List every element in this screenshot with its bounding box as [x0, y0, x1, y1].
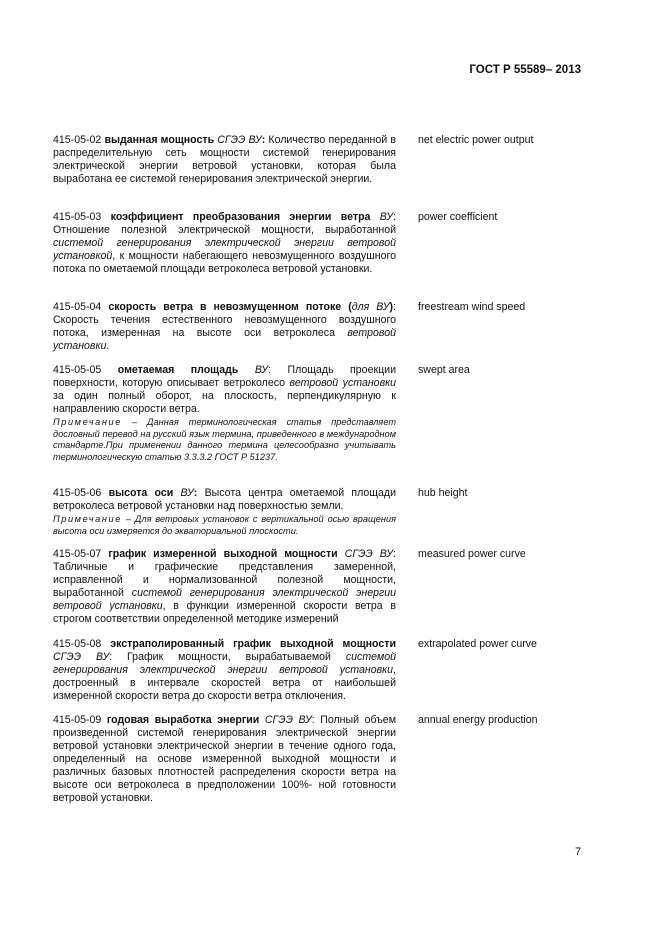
text-segment: за один полный оборот, на плоскость, перпендикулярную к направлению скорости ветра. [53, 390, 396, 415]
text-segment: для ВУ [351, 301, 390, 313]
note-label: Примечание [53, 514, 122, 524]
text-segment: : Отношение полезной электрической мощности, выработанной [53, 211, 396, 236]
english-term: measured power curve [418, 548, 526, 560]
text-segment: 415-05-08 [53, 638, 111, 650]
text-segment: 415-05-07 [53, 548, 109, 560]
text-segment: : Площадь проекции поверхности, которую описывает ветроколесо [53, 364, 397, 389]
text-segment: : График мощности, вырабатываемой [109, 651, 346, 663]
term-entry [53, 364, 396, 463]
term-definition [53, 364, 396, 416]
text-segment: : Полный объем произведенной системой генерирования электрической энергии ветровой установки электрической энергии в течение одного года, определенный на основе измеренной выходной мощности и различных базовых плотностей распределения скорости ветра на высоте оси ветроколеса в предположении 100%- ной готовности ветровой установки. [53, 714, 396, 804]
term-definition [53, 548, 396, 626]
text-segment: 415-05-02 [53, 134, 105, 146]
text-segment: системой генерирования электрической энергии ветровой установки [53, 587, 396, 612]
term-entry [53, 211, 396, 276]
text-segment: : [193, 487, 198, 499]
text-segment: ВУ [370, 211, 394, 223]
text-segment: СГЭЭ ВУ [259, 714, 312, 726]
text-segment: коэффициент преобразования энергии ветра [110, 211, 371, 223]
term-entry [53, 134, 396, 186]
text-segment: ВУ [173, 487, 194, 499]
text-segment: системой генерирования электрической энергии ветровой установки [53, 651, 396, 676]
english-term: freestream wind speed [418, 301, 526, 313]
text-segment: 415-05-09 [53, 714, 107, 726]
note-text: – Для ветровых установок с вертикальной осью вращения высота оси измеряется до экваториальной плоскости. [53, 514, 396, 536]
text-segment: график измеренной выходной мощности [108, 548, 338, 560]
text-segment: СГЭЭ ВУ [214, 134, 262, 146]
text-segment: высота оси [108, 487, 174, 499]
text-segment: Количество переданной в распределительную сеть мощности системой генерирования электрической энергии ветровой установки, которая была выработана ее системой генерирования электрической энергии. [53, 134, 396, 185]
text-segment: Высота центра ометаемой площади ветроколеса ветровой установки над поверхностью земли. [53, 487, 396, 512]
text-segment: 415-05-06 [53, 487, 109, 499]
note-label: Примечание [53, 417, 122, 427]
term-note [53, 417, 396, 463]
term-definition [53, 638, 396, 703]
text-segment: ветровой установки. [53, 327, 396, 352]
term-entry [53, 548, 396, 626]
term-definition [53, 487, 396, 513]
text-segment: СГЭЭ ВУ [337, 548, 394, 560]
text-segment: 415-05-04 [53, 301, 109, 313]
document-code: ГОСТ Р 55589– 2013 [469, 64, 581, 76]
english-term: extrapolated power curve [418, 638, 537, 650]
english-term: annual energy production [418, 714, 538, 726]
english-term: net electric power output [418, 134, 534, 146]
term-definition [53, 134, 396, 186]
english-term: power coefficient [418, 211, 498, 223]
term-entry [53, 301, 396, 353]
text-segment: скорость ветра в невозмущенном потоке ( [108, 301, 352, 313]
term-definition [53, 714, 396, 805]
term-definition [53, 301, 396, 353]
text-segment: : Скорость течения естественного невозмущенного воздушного потока, измеренная на высоте оси ветроколеса [53, 301, 396, 339]
text-segment: : Табличные и графические представления замеренной, исправленной и нормализованной полезной мощности, выработанной [53, 548, 396, 599]
text-segment: ) [389, 301, 394, 313]
text-segment: годовая выработка энергии [106, 714, 260, 726]
text-segment: ветровой установки [289, 377, 396, 389]
term-entry [53, 638, 396, 703]
text-segment: : [261, 134, 266, 146]
text-segment: системой генерирования электрической энергии ветровой установкой [53, 237, 396, 262]
page-number: 7 [575, 846, 582, 858]
english-term: hub height [418, 487, 468, 499]
text-segment: СГЭЭ ВУ [53, 651, 110, 663]
text-segment: , в функции измеренной скорости ветра в строгом соответствии определенной методике измерений [53, 600, 396, 625]
text-segment: ометаемая площадь [117, 364, 239, 376]
text-segment: , к мощности набегающего невозмущенного воздушного потока по ометаемой площади ветроколеса ветровой установки. [53, 250, 396, 275]
term-entry [53, 487, 396, 537]
term-note [53, 514, 396, 537]
english-term: swept area [418, 364, 470, 376]
text-segment: ВУ [238, 364, 269, 376]
text-segment: экстраполированный график выходной мощности [110, 638, 396, 650]
text-segment: 415-05-03 [53, 211, 111, 223]
note-text: – Данная терминологическая статья представляет дословный перевод на русский язык термина, приведенного в международном стандарте.При применении данного термина целесообразно учитывать терминологическую статью 3.3.3.2 ГОСТ Р 51237. [53, 417, 396, 462]
text-segment: 415-05-05 [53, 364, 118, 376]
term-entry [53, 714, 396, 805]
text-segment: выданная мощность [104, 134, 215, 146]
term-definition [53, 211, 396, 276]
text-segment: , достроенный в интервале скоростей ветра от наибольшей измеренной скорости ветра до скорости ветра отключения. [53, 664, 396, 702]
